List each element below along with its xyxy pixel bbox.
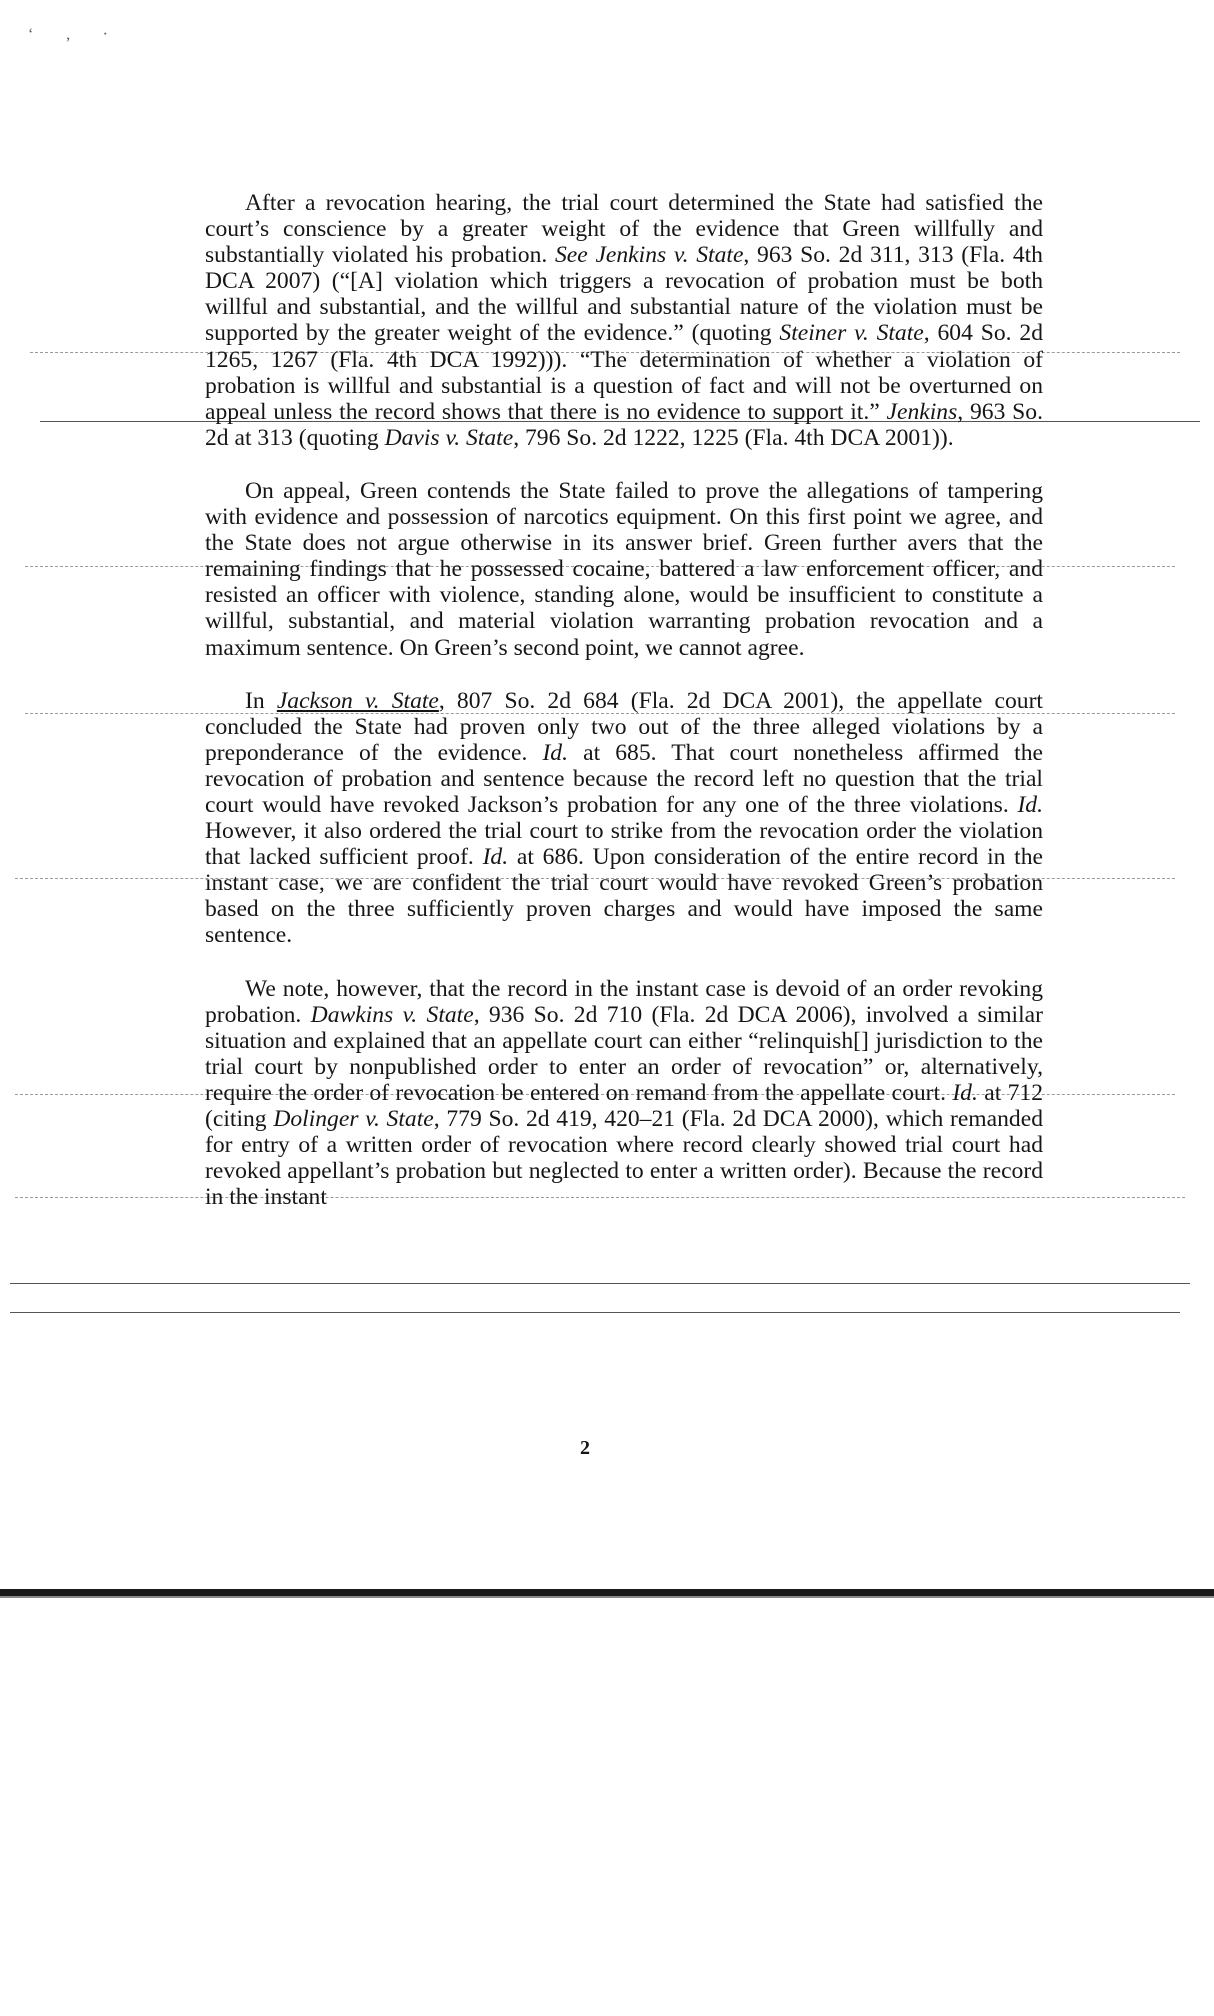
opinion-body: [205, 190, 1043, 1210]
paragraph: On appeal, Green contends the State failed to prove the allegations of tampering with evidence and possession of narcotics equipment. On this first point we agree, and the State does not argue otherwise in its answer brief. Green further avers that the remaining findings that he possessed cocaine, battered a law enforcement officer, and resisted an officer with violence, standing alone, would be insufficient to constitute a willful, substantial, and material violation warranting probation revocation and a maximum sentence. On Green’s second point, we cannot agree.: [205, 477, 1043, 661]
scan-edge-band: [0, 1589, 1214, 1596]
scan-edge-shadow: [0, 1596, 1214, 1598]
scan-line: [10, 1312, 1180, 1313]
paragraph: After a revocation hearing, the trial court determined the State had satisfied the court’s conscience by a greater weight of the evidence that Green willfully and substantially violated his probation. See Jenkins v. State, 963 So. 2d 311, 313 (Fla. 4th DCA 2007) (“[A] violation which triggers a revocation of probation must be both willful and substantial, and the willful and substantial nature of the violation must be supported by the greater weight of the evidence.” (quoting Steiner v. State, 604 So. 2d 1265, 1267 (Fla. 4th DCA 1992))). “The determination of whether a violation of probation is willful and substantial is a question of fact and will not be overturned on appeal unless the record shows that there is no evidence to support it.” Jenkins, 963 So. 2d at 313 (quoting Davis v. State, 796 So. 2d 1222, 1225 (Fla. 4th DCA 2001)).: [205, 190, 1043, 451]
scan-line: [10, 1283, 1190, 1284]
scan-specks: ‘ ‚ ·: [28, 26, 122, 43]
paragraph: We note, however, that the record in the instant case is devoid of an order revoking probation. Dawkins v. State, 936 So. 2d 710 (Fla. 2d DCA 2006), involved a similar situation and explained that an appellate court can either “relinquish[] jurisdiction to the trial court by nonpublished order to enter an order of revocation” or, alternatively, require the order of revocation be entered on remand from the appellate court. Id. at 712 (citing Dolinger v. State, 779 So. 2d 419, 420–21 (Fla. 2d DCA 2000), which remanded for entry of a written order of revocation where record clearly showed trial court had revoked appellant’s probation but neglected to enter a written order). Because the record in the instant: [205, 975, 1043, 1211]
page-number: 2: [580, 1437, 590, 1459]
paragraph: In Jackson v. State, 807 So. 2d 684 (Fla. 2d DCA 2001), the appellate court concluded the State had proven only two out of the three alleged violations by a preponderance of the evidence. Id. at 685. That court nonetheless affirmed the revocation of probation and sentence because the record left no question that the trial court would have revoked Jackson’s probation for any one of the three violations. Id. However, it also ordered the trial court to strike from the revocation order the violation that lacked sufficient proof. Id. at 686. Upon consideration of the entire record in the instant case, we are confident the trial court would have revoked Green’s probation based on the three sufficiently proven charges and would have imposed the same sentence.: [205, 687, 1043, 949]
